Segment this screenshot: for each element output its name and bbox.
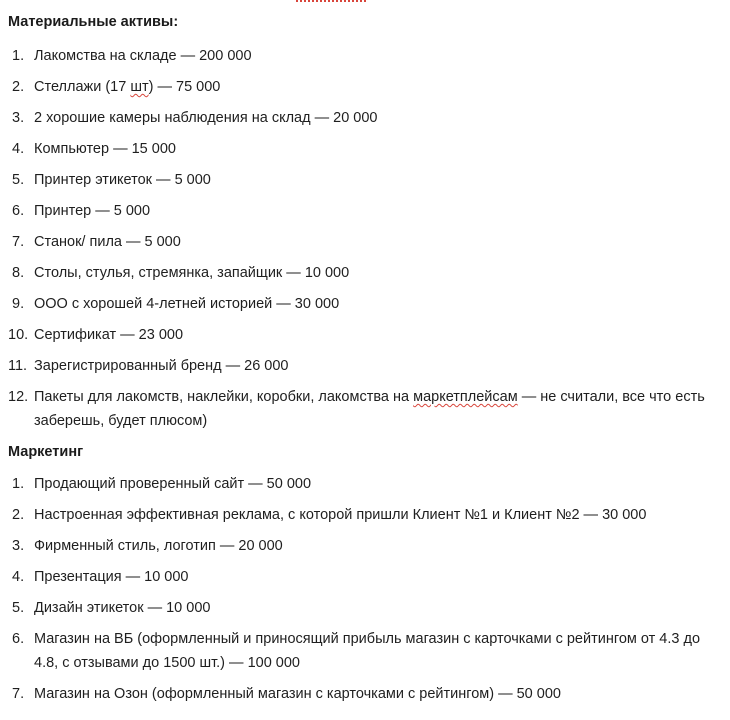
- spellcheck-word: маркетплейсам: [413, 389, 518, 405]
- list-item: 6. Магазин на ВБ (оформленный и приносящий прибыль магазин с карточками с рейтингом от 4.3 до 4.8, с отзывами до 1500 шт.) — 100 000: [12, 631, 701, 671]
- list-item: 5. Принтер этикеток — 5 000: [12, 172, 211, 188]
- list-item: 6. Принтер — 5 000: [12, 203, 151, 219]
- section-title-marketing: Маркетинг: [8, 444, 84, 460]
- marketing-list: [8, 472, 708, 713]
- list-item: 9. ООО с хорошей 4-летней историей — 30 000: [12, 296, 340, 312]
- section-title-material-assets: Материальные активы:: [8, 14, 179, 30]
- list-item: 3. Фирменный стиль, логотип — 20 000: [12, 538, 283, 554]
- list-item: 1. Продающий проверенный сайт — 50 000: [12, 476, 312, 492]
- spellcheck-underline: [296, 0, 366, 2]
- material-assets-list: [8, 44, 708, 440]
- list-item: 7. Станок/ пила — 5 000: [12, 234, 181, 250]
- list-item: 11. Зарегистрированный бренд — 26 000: [8, 358, 289, 374]
- list-item: 5. Дизайн этикеток — 10 000: [12, 600, 211, 616]
- cropped-previous-line: [0, 0, 730, 4]
- list-item: 4. Компьютер — 15 000: [12, 141, 176, 157]
- list-item: 3. 2 хорошие камеры наблюдения на склад — 20 000: [12, 110, 378, 126]
- list-item: 12. Пакеты для лакомств, наклейки, коробки, лакомства на маркетплейсам — не считали, все что есть заберешь, будет плюсом): [8, 389, 705, 429]
- list-item: 10. Сертификат — 23 000: [8, 327, 184, 343]
- spellcheck-word: шт: [130, 79, 149, 95]
- list-item: 1. Лакомства на складе — 200 000: [12, 48, 252, 64]
- list-item: 4. Презентация — 10 000: [12, 569, 189, 585]
- list-item: 7. Магазин на Озон (оформленный магазин с карточками с рейтингом) — 50 000: [12, 686, 561, 702]
- list-item: 2. Стеллажи (17 шт) — 75 000: [12, 79, 221, 95]
- list-item: 2. Настроенная эффективная реклама, с которой пришли Клиент №1 и Клиент №2 — 30 000: [12, 507, 647, 523]
- list-item: 8. Столы, стулья, стремянка, запайщик — 10 000: [12, 265, 350, 281]
